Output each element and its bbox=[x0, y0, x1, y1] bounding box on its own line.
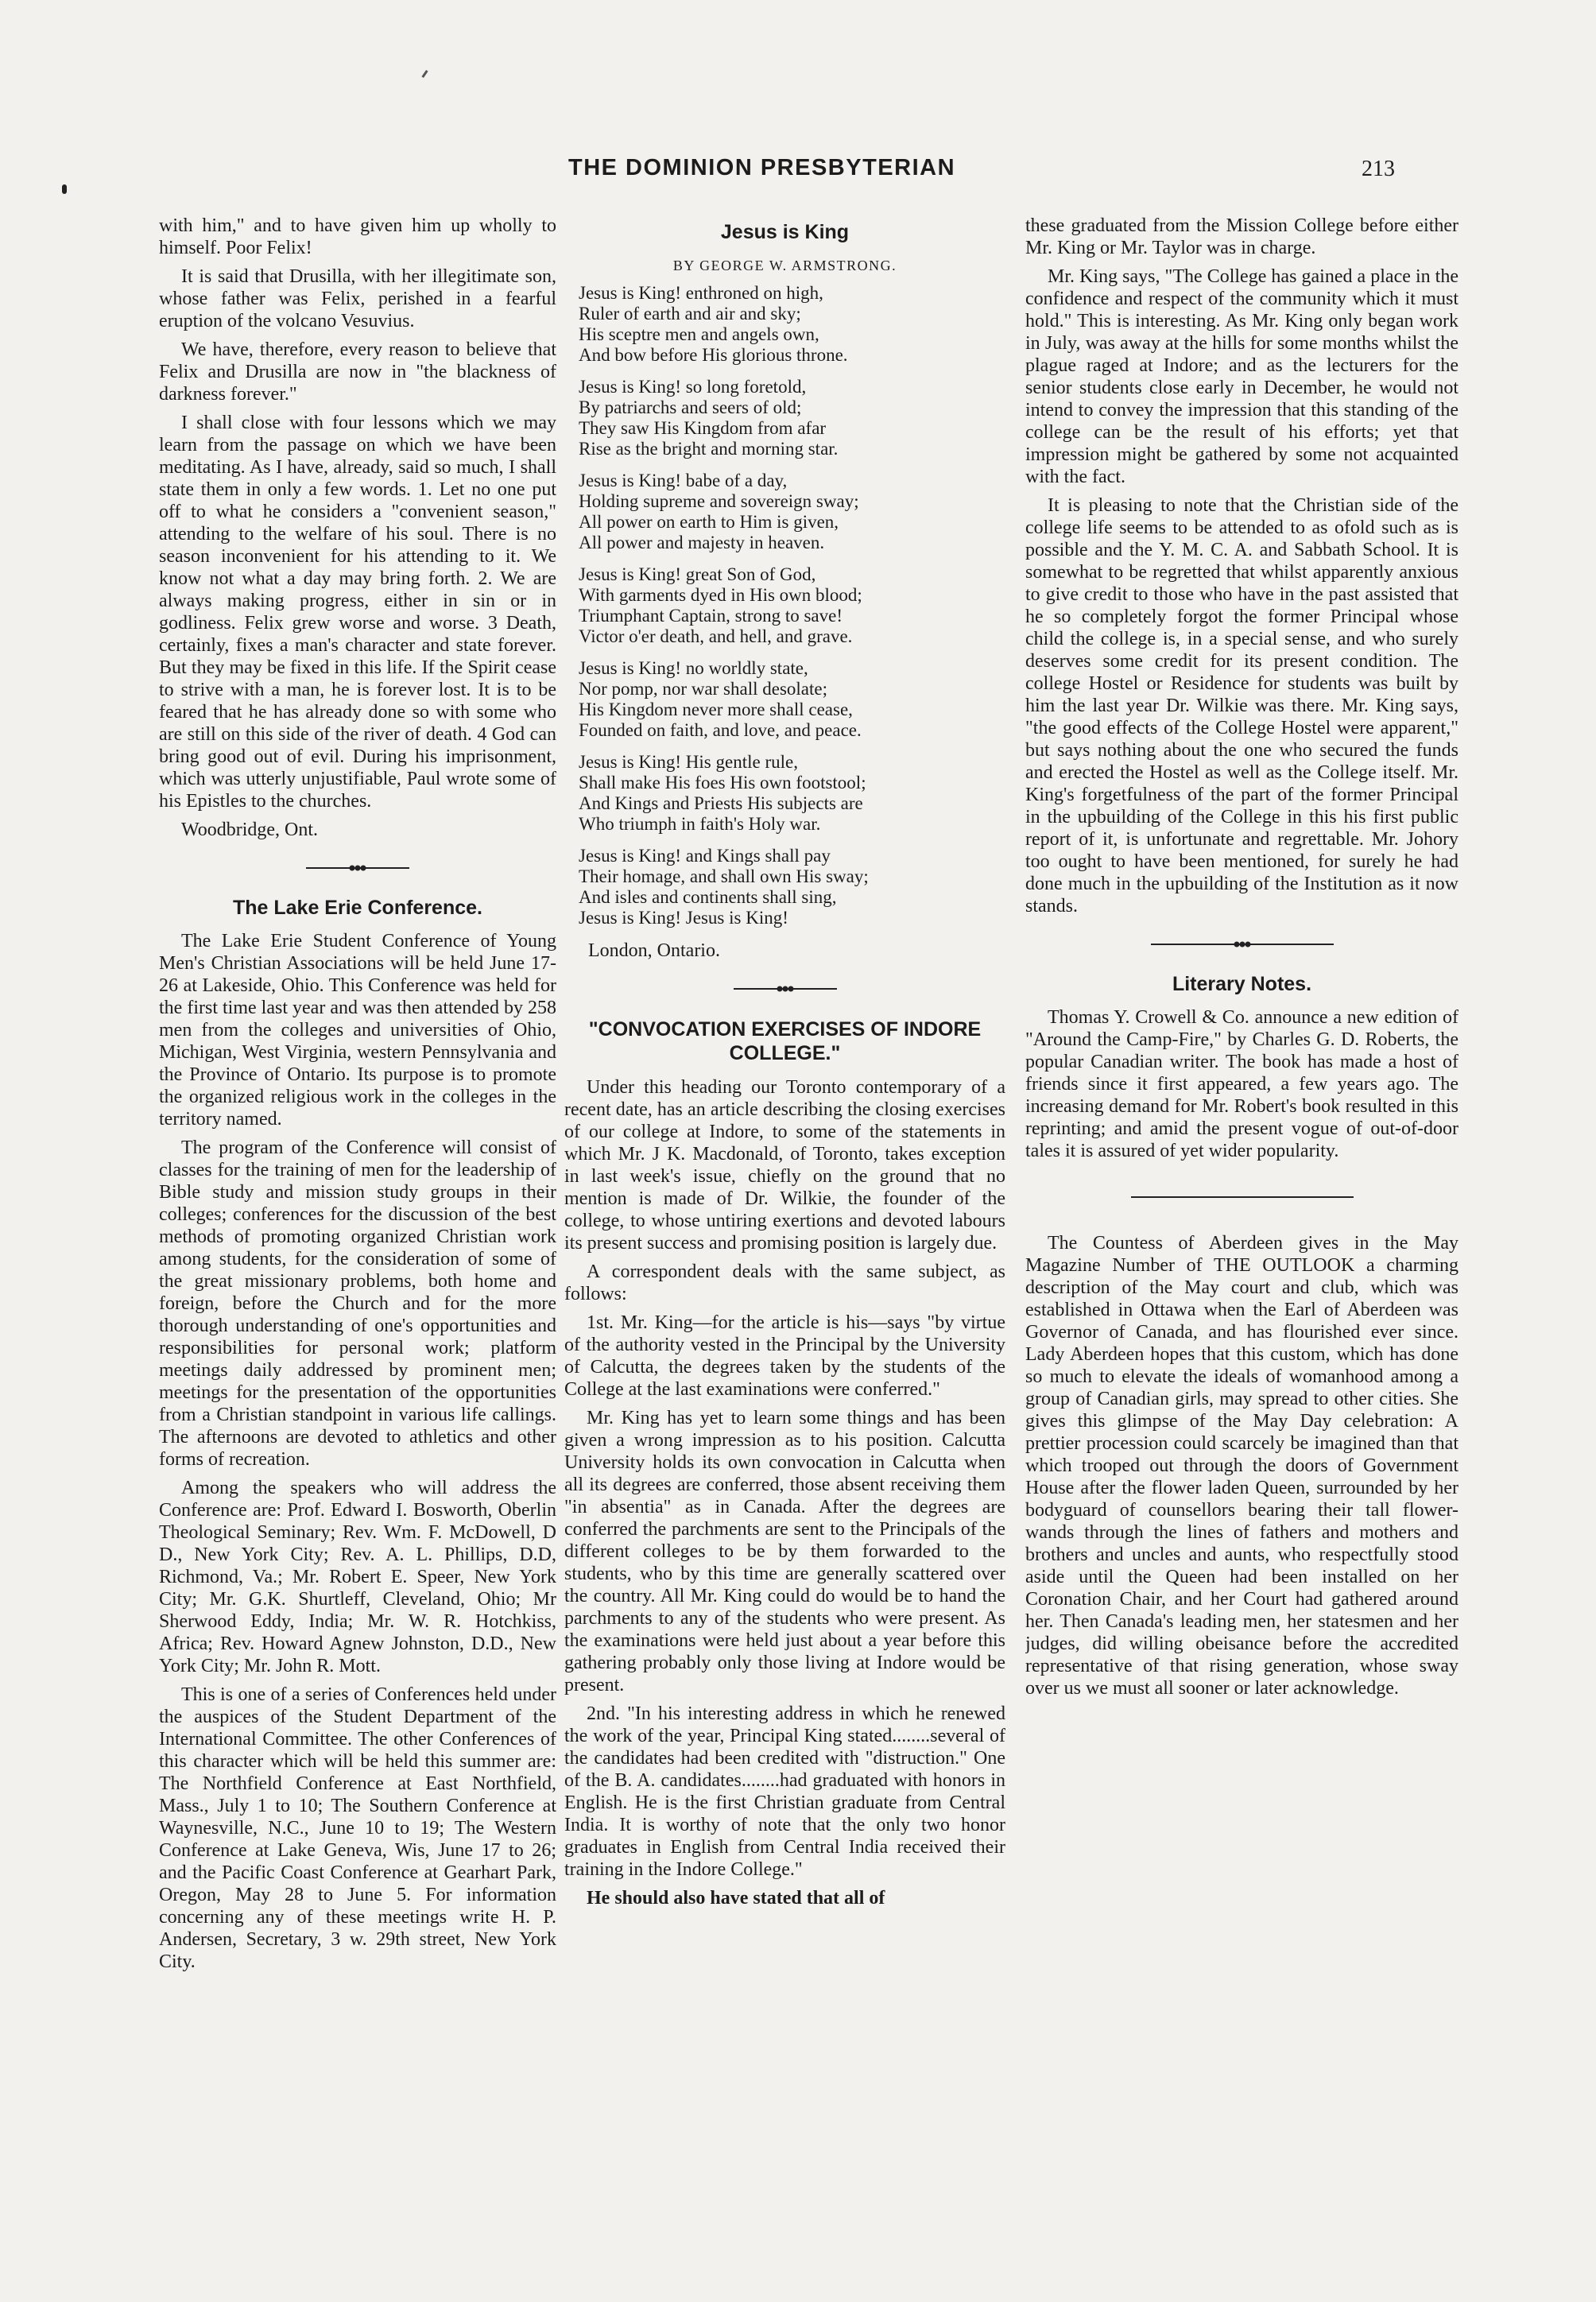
poem-stanza bbox=[579, 377, 1005, 459]
poem-line: Jesus is King! and Kings shall pay bbox=[579, 846, 831, 866]
article-paragraph: The Countess of Aberdeen gives in the May Magazine Number of THE OUTLOOK a charming description of the May court and club, which was established in Ottawa when the Earl of Aberdeen was Governor of Canada, and has flourished ever since. Lady Aberdeen hopes that this custom, which has done so much to elevate the ideals of womanhood among a group of Canadian girls, may spread to other cities. She gives this glimpse of the May Day celebration: A prettier procession could scarcely be imagined than that which trooped out through the doors of Government House after the flower laden Queen, surrounded by her bodyguard of counsellors bearing their tall flower-wands through the lines of fathers and mothers and brothers and uncles and aunts, who respectfully stood aside until the Queen had been installed on her Coronation Chair, and her Court had gathered around her. Then Canada's leading men, her statesmen and her judges, did willing obeisance before the accredited representative of that rising generation, whose sway over us we must all sooner or later acknowledge. bbox=[1025, 1233, 1458, 1699]
article-paragraph: The program of the Conference will consist of classes for the training of men for the leadership of Bible study and mission study groups in their colleges; conferences for the discussion of the best methods of promoting organized Christian work among students, for the consideration of some of the great missionary problems, both home and foreign, before the Church and for the more thorough understanding of one's opportunities and responsibilities for personal work; platform meetings daily addressed by prominent men; meetings for the presentation of the opportunities from a Christian standpoint in various life callings. The afternoons are devoted to athletics and other forms of recreation. bbox=[159, 1137, 556, 1470]
poem-line: Victor o'er death, and hell, and grave. bbox=[579, 626, 853, 646]
poem-line: By patriarchs and seers of old; bbox=[579, 397, 802, 417]
poem-line: Their homage, and shall own His sway; bbox=[579, 866, 869, 886]
article-paragraph: Mr. King has yet to learn some things and has been given a wrong impression as to his position. Calcutta University holds its own convocation in Calcutta when all its degrees are conferred, those absent receiving them "in absentia" as in Canada. After the degrees are conferred the parchments are sent to the Principals of the different colleges to be by them forwarded to the students, who by this time are generally scattered over the country. All Mr. King could do would be to hand the parchments to any of the students who were present. As the examinations were held just about a year before this gathering probably only those living at Indore would be present. bbox=[564, 1408, 1005, 1695]
poem-line: Who triumph in faith's Holy war. bbox=[579, 814, 821, 834]
poem-line: With garments dyed in His own blood; bbox=[579, 585, 862, 605]
article-paragraph: This is one of a series of Conferences held under the auspices of the Student Department of the International Committee. The other Conferences of this character which will be held this summer are: The Northfield Conference at East Northfield, Mass., July 1 to 10; The Southern Conference at Waynesville, N.C., June 10 to 19; The Western Conference at Lake Geneva, Wis, June 17 to 26; and the Pacific Coast Conference at Gearhart Park, Oregon, May 28 to June 5. For information concerning any of these meetings write H. P. Andersen, Secretary, 3 w. 29th street, New York City. bbox=[159, 1684, 556, 1972]
poem-stanza bbox=[579, 846, 1005, 928]
poem-line: And isles and continents shall sing, bbox=[579, 887, 837, 907]
article-paragraph: Thomas Y. Crowell & Co. announce a new edition of "Around the Camp-Fire," by Charles G. D. Roberts, the popular Canadian writer. The book has made a host of friends since it first appeared, a few years ago. The increasing demand for Mr. Robert's book resulted in this reprinting; and amid the present vogue of out-of-door tales it is assured of yet wider popularity. bbox=[1025, 1007, 1458, 1161]
poem-line: Shall make His foes His own footstool; bbox=[579, 773, 866, 793]
poem-stanza bbox=[579, 471, 1005, 553]
poem-line: Jesus is King! great Son of God, bbox=[579, 564, 816, 584]
column-middle bbox=[564, 215, 1005, 2265]
page-header bbox=[155, 155, 1403, 195]
poem-stanza bbox=[579, 564, 1005, 647]
column-left bbox=[159, 215, 556, 2265]
poem-line: And bow before His glorious throne. bbox=[579, 345, 848, 365]
poem-line: Rise as the bright and morning star. bbox=[579, 439, 839, 459]
poem-line: All power and majesty in heaven. bbox=[579, 533, 825, 552]
article-paragraph: A correspondent deals with the same subject, as follows: bbox=[564, 1261, 1005, 1304]
section-heading: Literary Notes. bbox=[1172, 973, 1312, 995]
section-divider bbox=[564, 976, 1005, 998]
poem-line: Jesus is King! babe of a day, bbox=[579, 471, 788, 490]
section-divider bbox=[1025, 1183, 1458, 1205]
article-paragraph: The Lake Erie Student Conference of Young Men's Christian Associations will be held June 17-26 at Lakeside, Ohio. This Conference was held for the first time last year and was then attended by 258 men from the colleges and universities of Ohio, Michigan, West Virginia, western Pennsylvania and the Province of Ontario. Its purpose is to promote the organized religious work in the colleges in the territory named. bbox=[159, 931, 556, 1130]
poem-line: Jesus is King! no worldly state, bbox=[579, 658, 808, 678]
poem-line: Triumphant Captain, strong to save! bbox=[579, 606, 843, 626]
poem-line: Jesus is King! enthroned on high, bbox=[579, 283, 823, 303]
poem-line: All power on earth to Him is given, bbox=[579, 512, 839, 532]
poem-line: His Kingdom never more shall cease, bbox=[579, 700, 853, 719]
poem-line: Jesus is King! so long foretold, bbox=[579, 377, 807, 397]
article-paragraph: Among the speakers who will address the Conference are: Prof. Edward I. Bosworth, Oberlin Theological Seminary; Rev. Wm. F. McDowell, D D., New York City; Rev. A. L. Phillips, D.D, Richmond, Va.; Mr. Robert E. Speer, New York City; Mr. G.K. Shurtleff, Cleveland, Ohio; Mr Sherwood Eddy, India; Mr. W. R. Hotchkiss, Africa; Rev. Howard Agnew Johnston, D.D., New York City; Mr. John R. Mott. bbox=[159, 1478, 556, 1676]
publication-title: THE DOMINION PRESBYTERIAN bbox=[568, 155, 956, 180]
article-paragraph: I shall close with four lessons which we may learn from the passage on which we have been meditating. As I have, already, said so much, I shall state them in only a few words. 1. Let no one put off to what he considers a "convenient season," attending to the welfare of his soul. There is no season inconvenient for his attending to it. We know not what a day may bring forth. 2. We are always making progress, either in sin or in godliness. Felix grew worse and worse. 3 Death, certainly, fixes a man's character and state forever. But they may be fixed in this life. If the Spirit cease to strive with a man, he is forever lost. It is to be feared that he has already done so with some who are still on this side of the river of death. 4 God can bring good out of evil. During his imprisonment, which was utterly unjustifiable, Paul wrote some of his Epistles to the churches. bbox=[159, 413, 556, 812]
section-divider bbox=[159, 855, 556, 878]
poem-stanza bbox=[579, 752, 1005, 835]
poem-line: Holding supreme and sovereign sway; bbox=[579, 491, 859, 511]
article-paragraph: with him," and to have given him up wholly to himself. Poor Felix! bbox=[159, 215, 556, 258]
poem-line: Ruler of earth and air and sky; bbox=[579, 304, 801, 324]
article-paragraph: It is pleasing to note that the Christian side of the college life seems to be attended to as ofold such as is possible and the Y. M. C. A. and Sabbath School. It is somewhat to be regretted that whilst apparently anxious to give credit to those who have in the past assisted that he so completely forgot the former Principal whose child the college is, in a special sense, and who surely deserves some credit for its present condition. The college Hostel or Residence for students was built by him the last year Dr. Wilkie was there. Mr. King says, "the good effects of the College Hostel were apparent," but says nothing about the one who secured the funds and erected the Hostel as well as the College itself. Mr. King's forgetfulness of the part of the former Principal in the upbuilding of the College in this his first public report of it, is unfortunate and regrettable. Mr. Johory too ought to have been mentioned, for surely he had done much in the upbuilding of the Institution as it now stands. bbox=[1025, 495, 1458, 917]
section-divider bbox=[1025, 932, 1458, 954]
article-paragraph: It is said that Drusilla, with her illegitimate son, whose father was Felix, perished in a fearful eruption of the volcano Vesuvius. bbox=[159, 266, 556, 331]
poem-title: Jesus is King bbox=[720, 221, 850, 243]
ink-mark bbox=[62, 184, 67, 194]
article-paragraph: these graduated from the Mission College before either Mr. King or Mr. Taylor was in charge. bbox=[1025, 215, 1458, 258]
article-paragraph: Under this heading our Toronto contemporary of a recent date, has an article describing the closing exercises of our college at Indore, to some of the statements in which Mr. J K. Macdonald, of Toronto, takes exception in last week's issue, chiefly on the ground that no mention is made of Dr. Wilkie, the founder of the college, to whose untiring exertions and devoted labours its present success and promising position is largely due. bbox=[564, 1077, 1005, 1254]
section-heading: "CONVOCATION EXERCISES OF INDORE COLLEGE." bbox=[588, 1018, 982, 1064]
article-paragraph: 2nd. "In his interesting address in which he renewed the work of the year, Principal King stated........several of the candidates had been credited with "distruction." One of the B. A. candidates........had graduated with honors in English. He is the first Christian graduate from Central India. It is worthy of note that the only two honor graduates in English from Central India received their training in the Indore College." bbox=[564, 1703, 1005, 1880]
poem-line: And Kings and Priests His subjects are bbox=[579, 793, 863, 813]
ink-mark bbox=[421, 70, 428, 78]
article-paragraph: We have, therefore, every reason to believe that Felix and Drusilla are now in "the blackness of darkness forever." bbox=[159, 339, 556, 405]
article-signoff: Woodbridge, Ont. bbox=[181, 820, 319, 840]
poem-stanza bbox=[579, 283, 1005, 366]
poem-line: They saw His Kingdom from afar bbox=[579, 418, 827, 438]
poem-line: Nor pomp, nor war shall desolate; bbox=[579, 679, 827, 699]
poem-line: Founded on faith, and love, and peace. bbox=[579, 720, 862, 740]
page-number: 213 bbox=[1362, 157, 1395, 181]
poem-signoff: London, Ontario. bbox=[588, 940, 720, 961]
article-paragraph: He should also have stated that all of bbox=[587, 1888, 885, 1909]
poem-line: Jesus is King! His gentle rule, bbox=[579, 752, 798, 772]
column-right bbox=[1025, 215, 1458, 2265]
poem-line: Jesus is King! Jesus is King! bbox=[579, 908, 788, 928]
poem-line: His sceptre men and angels own, bbox=[579, 324, 819, 344]
poem-byline: BY GEORGE W. ARMSTRONG. bbox=[672, 258, 897, 273]
section-heading: The Lake Erie Conference. bbox=[232, 897, 482, 919]
poem-stanza bbox=[579, 658, 1005, 741]
article-paragraph: 1st. Mr. King—for the article is his—says "by virtue of the authority vested in the Principal by the University of Calcutta, the degrees taken by the students of the College at the last examinations were conferred." bbox=[564, 1312, 1005, 1400]
article-paragraph: Mr. King says, "The College has gained a place in the confidence and respect of the community which it must hold." This is interesting. As Mr. King only began work in July, was away at the hills for some months whilst the plague raged at Indore; and as the lecturers for the senior students close early in December, he would not intend to convey the impression that this standing of the college can be the result of his efforts; yet that impression might be gathered by some not acquainted with the fact. bbox=[1025, 266, 1458, 487]
